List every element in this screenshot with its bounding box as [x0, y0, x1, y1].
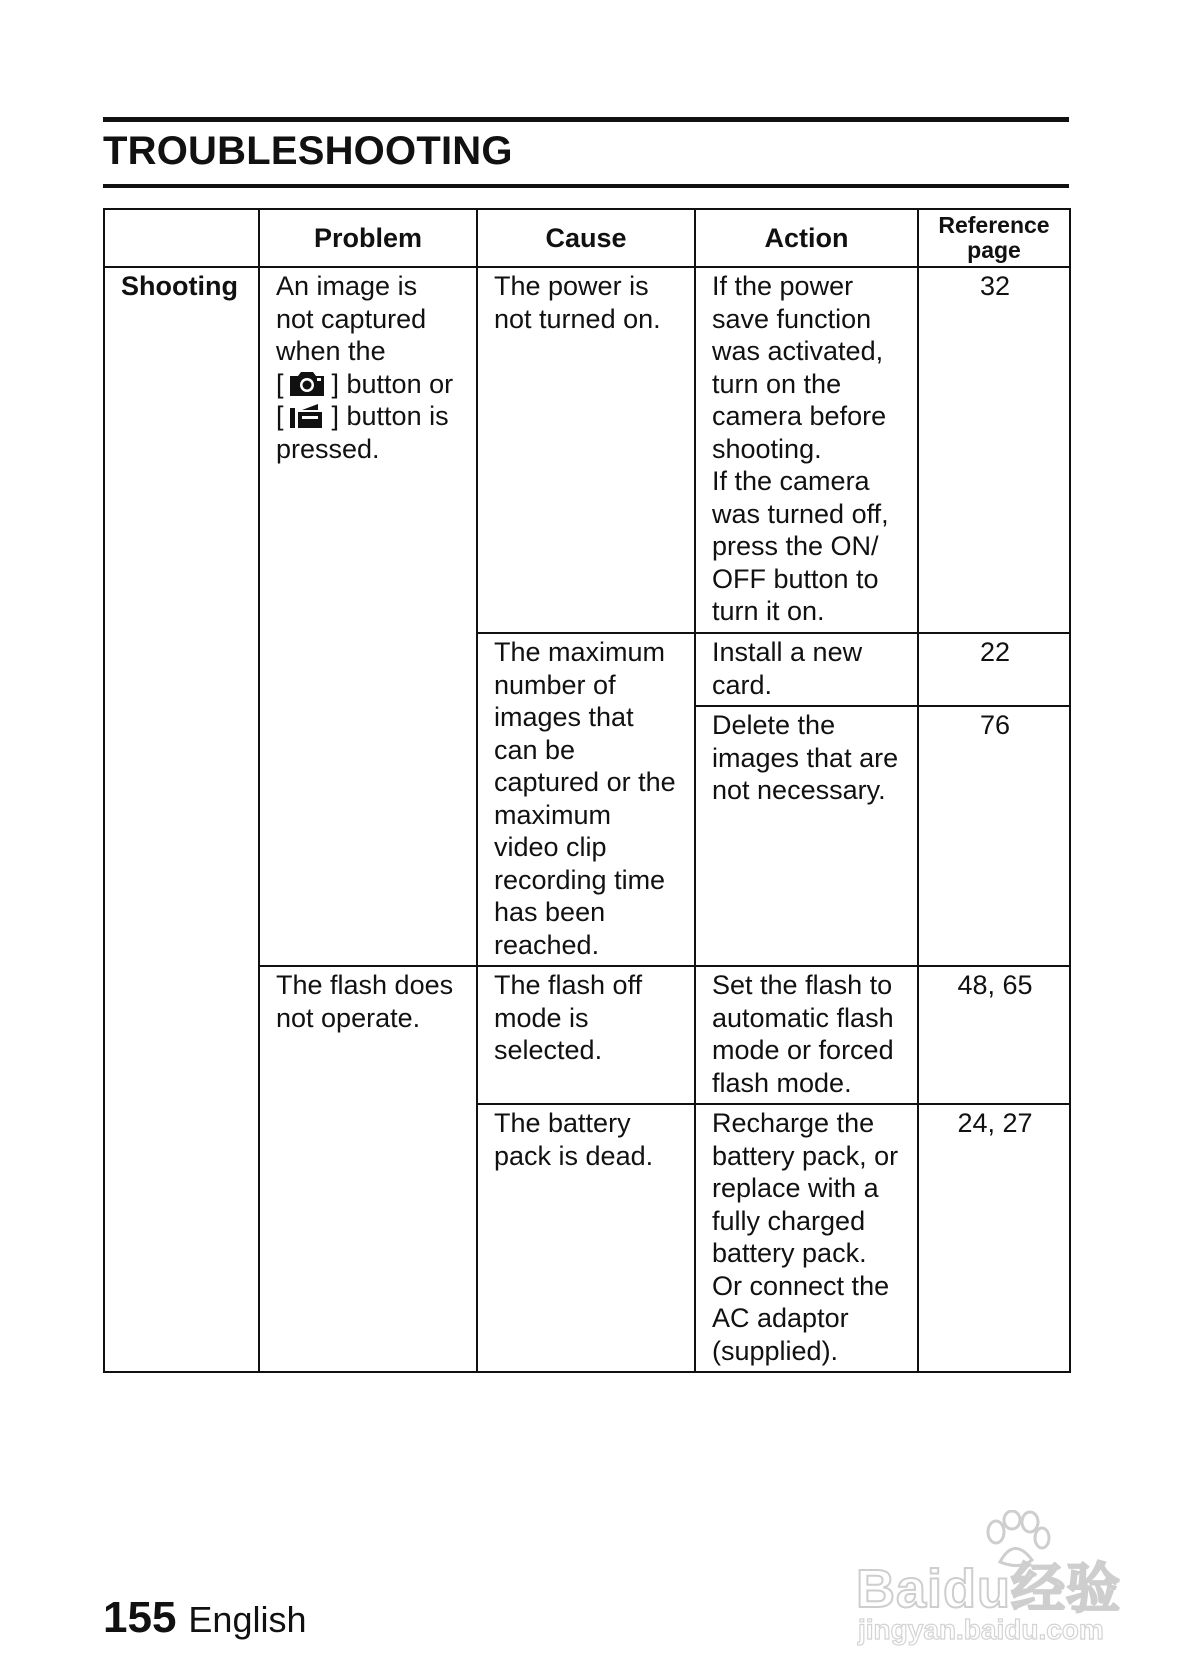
action-cell: Set the flash to automatic flash mode or forced flash mode. [695, 966, 918, 1104]
page-number: 155 [103, 1593, 177, 1642]
problem-text: An image is not captured when the [ ] button or [ ] button is pressed. [276, 270, 462, 465]
table-row [104, 267, 1070, 633]
header-category [104, 209, 259, 267]
title-bottom-rule [103, 184, 1069, 188]
problem-icon-line: [ ] button or [276, 368, 454, 399]
page-language: English [188, 1599, 307, 1640]
title-top-rule [103, 117, 1069, 122]
cause-cell: The flash off mode is selected. [477, 966, 695, 1104]
reference-page-cell: 76 [918, 706, 1070, 966]
problem-cell: The flash does not operate. [259, 966, 477, 1372]
reference-page-cell: 24, 27 [918, 1104, 1070, 1372]
reference-page-cell: 22 [918, 633, 1070, 706]
problem-cell [259, 267, 477, 966]
troubleshooting-table [103, 208, 1071, 1373]
action-cell: Install a new card. [695, 633, 918, 706]
action-cell: Recharge the battery pack, or replace with a fully charged battery pack. Or connect the AC adaptor (supplied). [695, 1104, 918, 1372]
cause-cell: The power is not turned on. [477, 267, 695, 633]
cause-cell: The battery pack is dead. [477, 1104, 695, 1372]
header-cause: Cause [477, 209, 695, 267]
problem-icon-line: [ ] button is [276, 401, 449, 431]
header-action: Action [695, 209, 918, 267]
action-cell: Delete the images that are not necessary. [695, 706, 918, 966]
category-cell: Shooting [104, 267, 259, 1372]
action-cell: If the power save function was activated, turn on the camera before shooting. If the camera was turned off, press the ON/ OFF button to turn it on. [695, 267, 918, 633]
watermark-url: jingyan.baidu.com [858, 1614, 1104, 1645]
header-problem: Problem [259, 209, 477, 267]
table-header-row [104, 209, 1070, 267]
watermark-brand: Baidu经验 [856, 1559, 1122, 1619]
cause-cell: The maximum number of images that can be captured or the maximum video clip recording time has been reached. [477, 633, 695, 966]
watermark [856, 1510, 1132, 1660]
reference-page-cell: 32 [918, 267, 1070, 633]
reference-page-cell: 48, 65 [918, 966, 1070, 1104]
page-footer [103, 1593, 307, 1653]
video-camera-icon [288, 402, 326, 430]
header-reference-page: Reference page [918, 209, 1070, 267]
page-title: TROUBLESHOOTING [103, 129, 513, 173]
camera-icon [288, 370, 326, 398]
